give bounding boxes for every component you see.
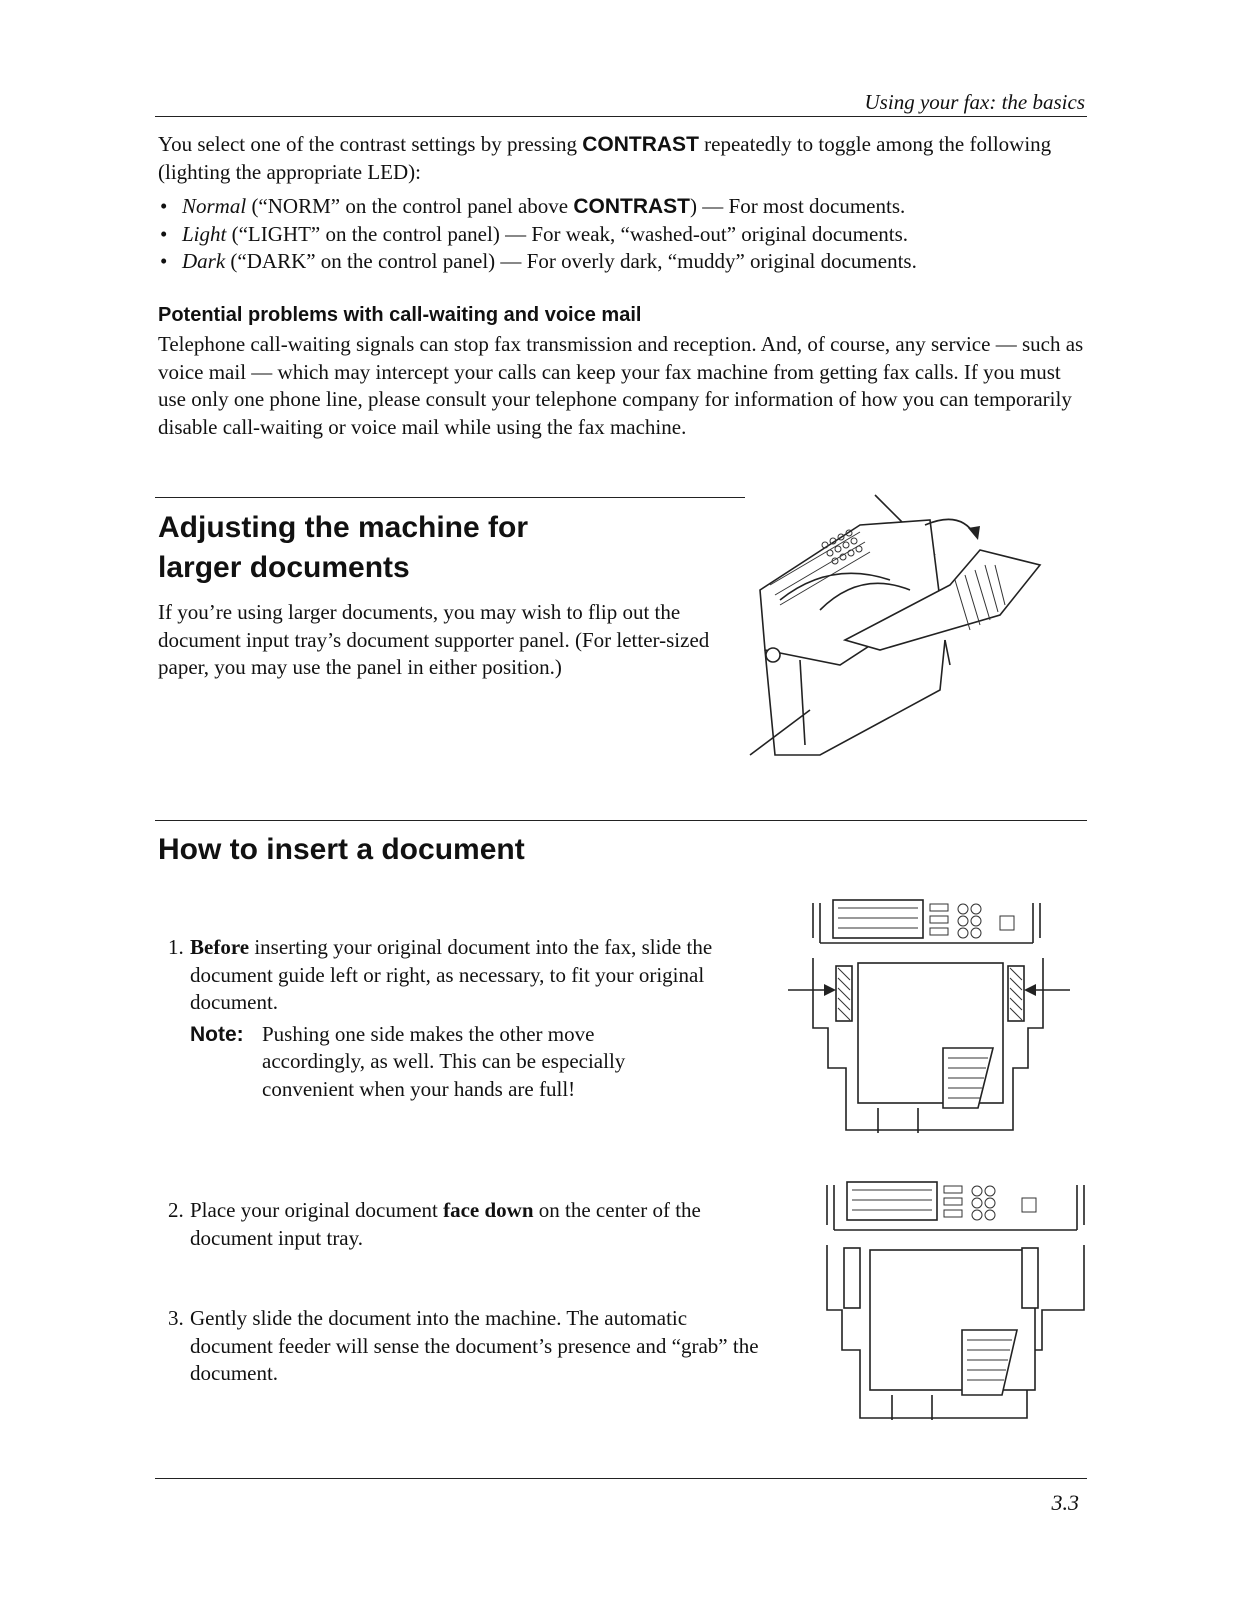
insert-step-2 — [168, 1197, 758, 1252]
adjusting-heading — [158, 508, 528, 588]
step-bold: face down — [443, 1198, 534, 1222]
step-text — [190, 934, 758, 1017]
bullet-term: Normal — [182, 194, 247, 218]
callwaiting-heading: Potential problems with call-waiting and voice mail — [158, 304, 642, 326]
page-number: 3.3 — [1051, 1490, 1079, 1515]
bullet-text: (“DARK” on the control panel) — For overly dark, “muddy” original documents. — [225, 249, 917, 273]
running-head: Using your fax: the basics — [864, 90, 1085, 114]
callwaiting-body: Telephone call-waiting signals can stop fax transmission and reception. And, of course, any service — such as voice mail — which may intercept your calls can keep your fax machine from getting fax calls. If you must use only one phone line, please consult your telephone company for information of how you can temporarily disable call-waiting or voice mail while using the fax machine. — [158, 332, 1084, 439]
step-text: Gently slide the document into the machine. The automatic document feeder will sense the document’s presence and “grab” the document. — [190, 1306, 759, 1385]
step-body-post: on the center of the document input tray. — [190, 1198, 701, 1250]
contrast-intro — [158, 131, 1083, 186]
contrast-intro-text-2: repeatedly to toggle among the following (lighting the appropriate LED): — [158, 132, 1052, 184]
insert-note — [168, 1021, 758, 1104]
insert-heading: How to insert a document — [158, 833, 525, 866]
bullet-key: CONTRAST — [573, 195, 691, 218]
header-rule — [155, 116, 1087, 117]
contrast-bullet-normal — [158, 193, 1083, 221]
bullet-text: (“LIGHT” on the control panel) — For weak, “washed-out” original documents. — [226, 221, 909, 246]
insert-step-3 — [168, 1305, 763, 1388]
insert-step-1 — [168, 934, 758, 1103]
footer-rule — [155, 1478, 1087, 1479]
contrast-intro-text-1: You select one of the contrast settings by pressing — [158, 132, 583, 156]
bullet-text: (“NORM” on the control panel above — [246, 194, 574, 218]
adjusting-heading-line-1: Adjusting the machine for — [158, 511, 529, 544]
step-body: Place your original document — [190, 1198, 444, 1222]
step-number: 3. — [168, 1306, 184, 1330]
bullet-term: Dark — [182, 249, 226, 273]
bullet-text-post: ) — For most documents. — [690, 194, 906, 218]
bullet-term: Light — [182, 221, 227, 246]
step-number: 2. — [168, 1198, 184, 1222]
fax-tray-illustration — [740, 490, 1060, 770]
note-text: Pushing one side makes the other move accordingly, as well. This can be especially convenient when your hands are full! — [262, 1021, 626, 1101]
contrast-bullet-light — [158, 221, 1083, 249]
document-guide-illustration — [788, 898, 1078, 1138]
contrast-bullet-list — [158, 193, 1083, 276]
step-body: inserting your original document into the fax, slide the document guide left or right, as necessary, to fit your original document. — [190, 935, 713, 1014]
adjusting-rule — [155, 497, 745, 498]
contrast-bullet-dark — [158, 248, 1083, 276]
adjusting-body: If you’re using larger documents, you may wish to flip out the document input tray’s document supporter panel. (For letter-sized paper, you may use the panel in either position.) — [158, 600, 710, 679]
contrast-key-label: CONTRAST — [582, 133, 699, 156]
step-bold: Before — [190, 935, 250, 959]
adjusting-heading-line-2: larger documents — [158, 551, 410, 584]
insert-rule — [155, 820, 1087, 821]
note-label: Note: — [190, 1022, 244, 1046]
document-centered-illustration — [822, 1180, 1092, 1425]
step-text — [190, 1197, 758, 1252]
step-number: 1. — [168, 935, 184, 959]
